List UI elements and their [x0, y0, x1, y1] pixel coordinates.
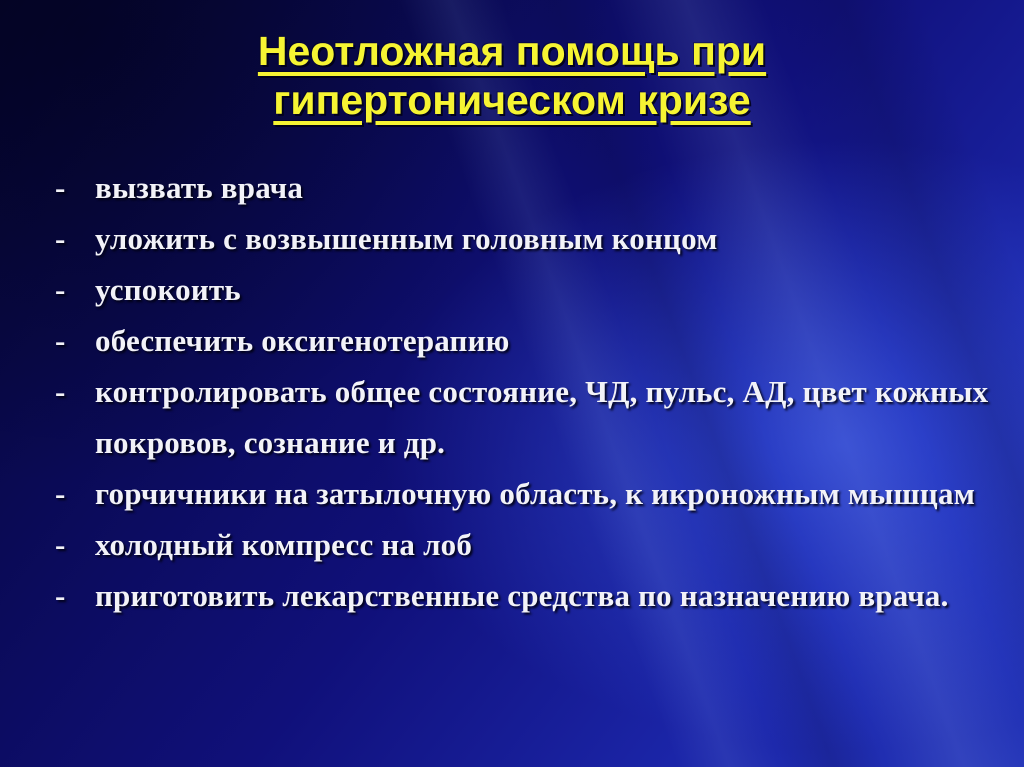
- list-item-text: вызвать врача: [95, 170, 304, 205]
- slide-title-line-1: Неотложная помощь при: [257, 28, 767, 74]
- list-item: [55, 162, 995, 213]
- list-item: [55, 264, 995, 315]
- dash-bullet-marker: -: [55, 221, 66, 256]
- bullet-list: [55, 162, 995, 621]
- dash-bullet-marker: -: [55, 272, 66, 307]
- list-item-text: уложить с возвышенным головным концом: [95, 221, 718, 256]
- dash-bullet-marker: -: [55, 170, 66, 205]
- list-item-text: приготовить лекарственные средства по назначению врача.: [95, 578, 949, 613]
- dash-bullet-marker: -: [55, 323, 66, 358]
- list-item-text: успокоить: [95, 272, 241, 307]
- list-item-text: контролировать общее состояние, ЧД, пульс, АД, цвет кожных покровов, сознание и др.: [95, 374, 989, 460]
- list-item: [55, 315, 995, 366]
- list-item-text: обеспечить оксигенотерапию: [95, 323, 510, 358]
- list-item: [55, 468, 995, 519]
- list-item: [55, 213, 995, 264]
- slide-title: [0, 27, 1024, 125]
- dash-bullet-marker: -: [55, 476, 66, 511]
- dash-bullet-marker: -: [55, 527, 66, 562]
- dash-bullet-marker: -: [55, 578, 66, 613]
- list-item-text: горчичники на затылочную область, к икроножным мышцам: [95, 476, 976, 511]
- dash-bullet-marker: -: [55, 374, 66, 409]
- slide-title-line-2: гипертоническом кризе: [273, 77, 751, 123]
- list-item: [55, 366, 995, 468]
- list-item: [55, 519, 995, 570]
- list-item: [55, 570, 995, 621]
- list-item-text: холодный компресс на лоб: [95, 527, 473, 562]
